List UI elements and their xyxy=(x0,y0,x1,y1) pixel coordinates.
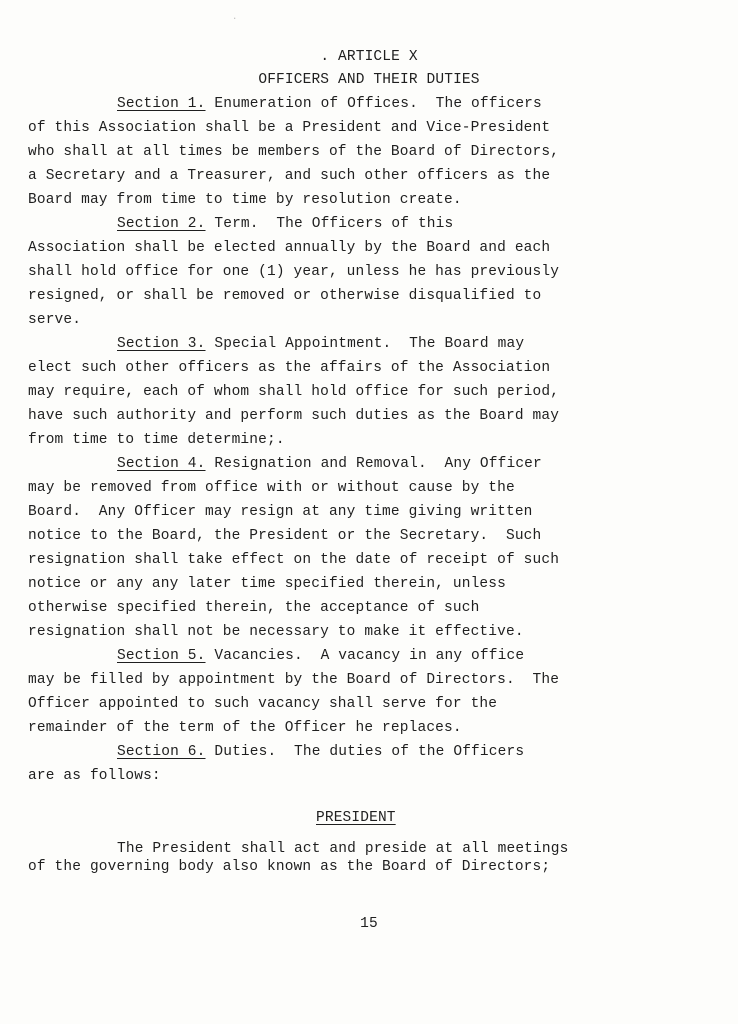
section-2-line: shall hold office for one (1) year, unless he has previously xyxy=(28,264,560,280)
section-5-lead: Vacancies. A vacancy in any office xyxy=(205,648,525,664)
section-4-line: resignation shall take effect on the date of receipt of such xyxy=(28,552,560,568)
section-3-lead: Special Appointment. The Board may xyxy=(205,336,525,352)
president-line-1: The President shall act and preside at all meetings xyxy=(117,841,569,857)
section-5-first-line xyxy=(117,644,524,668)
section-1-line: a Secretary and a Treasurer, and such other officers as the xyxy=(28,168,551,184)
article-heading: . ARTICLE X xyxy=(320,49,418,65)
section-4-line: notice to the Board, the President or the Secretary. Such xyxy=(28,528,542,544)
section-6-line: are as follows: xyxy=(28,768,161,784)
section-2-first-line xyxy=(117,212,453,236)
section-3-line: may require, each of whom shall hold office for such period, xyxy=(28,384,560,400)
section-4-line: otherwise specified therein, the acceptance of such xyxy=(28,600,480,616)
section-3-label: Section 3. xyxy=(117,336,206,352)
section-5-line: Officer appointed to such vacancy shall serve for the xyxy=(28,696,498,712)
section-1-line: Board may from time to time by resolution create. xyxy=(28,192,462,208)
section-4-label: Section 4. xyxy=(117,456,206,472)
section-6-label: Section 6. xyxy=(117,744,206,760)
section-4-line: Board. Any Officer may resign at any time giving written xyxy=(28,504,533,520)
section-6-first-line xyxy=(117,740,524,764)
president-line-2: of the governing body also known as the Board of Directors; xyxy=(28,859,551,875)
section-1-first-line xyxy=(117,92,542,116)
section-6-lead: Duties. The duties of the Officers xyxy=(205,744,525,760)
section-4-line: may be removed from office with or without cause by the xyxy=(28,480,515,496)
section-4-first-line xyxy=(117,452,542,476)
section-5-line: remainder of the term of the Officer he replaces. xyxy=(28,720,462,736)
section-5-label: Section 5. xyxy=(117,648,206,664)
section-4-lead: Resignation and Removal. Any Officer xyxy=(205,456,542,472)
section-3-line: from time to time determine;. xyxy=(28,432,285,448)
section-5-line: may be filled by appointment by the Board of Directors. The xyxy=(28,672,560,688)
section-4-line: resignation shall not be necessary to make it effective. xyxy=(28,624,524,640)
section-3-line: elect such other officers as the affairs of the Association xyxy=(28,360,551,376)
section-4-line: notice or any any later time specified therein, unless xyxy=(28,576,506,592)
section-3-first-line xyxy=(117,332,524,356)
section-1-label: Section 1. xyxy=(117,96,206,112)
section-2-line: serve. xyxy=(28,312,82,328)
section-1-line: who shall at all times be members of the Board of Directors, xyxy=(28,144,560,160)
article-subtitle: OFFICERS AND THEIR DUTIES xyxy=(258,72,480,88)
section-3-line: have such authority and perform such duties as the Board may xyxy=(28,408,560,424)
section-1-lead: Enumeration of Offices. The officers xyxy=(205,96,542,112)
section-2-line: resigned, or shall be removed or otherwise disqualified to xyxy=(28,288,542,304)
section-2-label: Section 2. xyxy=(117,216,206,232)
section-2-line: Association shall be elected annually by the Board and each xyxy=(28,240,551,256)
section-2-lead: Term. The Officers of this xyxy=(205,216,454,232)
section-1-line: of this Association shall be a President and Vice-President xyxy=(28,120,551,136)
scan-speck: · xyxy=(232,14,238,24)
president-heading: PRESIDENT xyxy=(316,810,396,826)
page-number: 15 xyxy=(360,916,378,932)
